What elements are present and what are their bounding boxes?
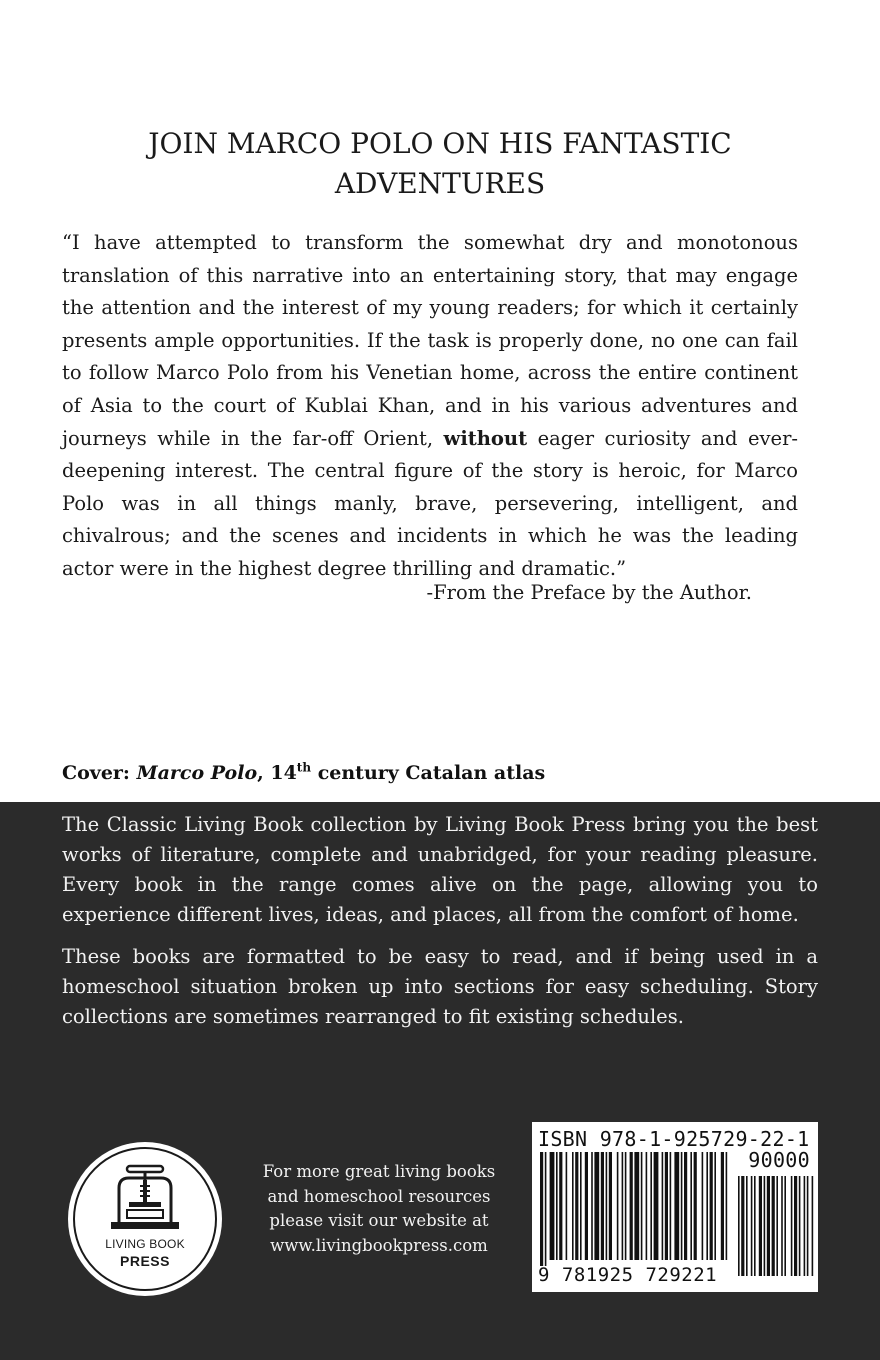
addon-bar bbox=[754, 1176, 756, 1276]
addon-bar bbox=[738, 1176, 740, 1276]
barcode-bar bbox=[662, 1152, 664, 1260]
barcode-bar bbox=[641, 1152, 643, 1260]
barcode-bar bbox=[706, 1152, 708, 1260]
quote-bold-word: without bbox=[443, 426, 528, 450]
barcode-bar bbox=[646, 1152, 648, 1260]
cover-credit-sep: , 14 bbox=[257, 762, 297, 784]
barcode-bar bbox=[684, 1152, 687, 1260]
barcode-bar bbox=[634, 1152, 639, 1260]
quote-attribution: -From the Preface by the Author. bbox=[426, 581, 752, 604]
addon-bar bbox=[751, 1176, 753, 1276]
barcode-bar bbox=[630, 1152, 633, 1260]
barcode-bar bbox=[545, 1152, 547, 1266]
cover-credit bbox=[62, 758, 545, 788]
logo-text-line-1: LIVING BOOK bbox=[105, 1237, 185, 1251]
addon-bar bbox=[772, 1176, 775, 1276]
barcode-bar bbox=[654, 1152, 659, 1260]
barcode-bar bbox=[601, 1152, 604, 1260]
barcode-bar bbox=[572, 1152, 574, 1260]
addon-bar bbox=[807, 1176, 809, 1276]
logo-text-line-2: PRESS bbox=[120, 1253, 170, 1269]
addon-bar bbox=[764, 1176, 766, 1276]
barcode-bar bbox=[674, 1152, 679, 1260]
barcode-bar bbox=[681, 1152, 683, 1260]
cover-credit-ordinal: th bbox=[296, 760, 312, 775]
cover-credit-title: Marco Polo bbox=[136, 762, 258, 784]
barcode-bar bbox=[665, 1152, 668, 1260]
quote-text-end: eager curiosity and ever-deepening interest. The central figure of the story is heroic, for Marco Polo was in all things manly, brave, persevering, intelligent, and chivalrous; and the scenes and incidents in which he was the leading actor were in the highest degree thrilling and dramatic.” bbox=[62, 426, 799, 580]
barcode-bar bbox=[710, 1152, 713, 1260]
addon-bar bbox=[767, 1176, 770, 1276]
website-promo bbox=[240, 1160, 518, 1258]
addon-bar bbox=[776, 1176, 778, 1276]
barcode-bar bbox=[690, 1152, 692, 1260]
quote-text-start: “I have attempted to transform the somewhat dry and monotonous translation of this narrative into an entertaining story, that may engage the attention and the interest of my young readers; for which it certainly presents ample opportunities. If the task is properly done, no one can fail to follow Marco Polo from his Venetian home, across the entire continent of Asia to the court of Kublai Khan, and in his various adventures and journeys while in the far-off Orient, bbox=[62, 231, 798, 450]
barcode-bar bbox=[566, 1152, 568, 1260]
barcode-bar bbox=[591, 1152, 593, 1260]
barcode-bar bbox=[721, 1152, 724, 1260]
barcode-bar bbox=[585, 1152, 588, 1260]
addon-bar bbox=[804, 1176, 806, 1276]
barcode-bar bbox=[622, 1152, 624, 1260]
addon-bar bbox=[781, 1176, 783, 1276]
preface-quote bbox=[62, 227, 798, 586]
book-press-icon bbox=[105, 1164, 185, 1236]
addon-bar bbox=[791, 1176, 793, 1276]
barcode-bar bbox=[702, 1152, 704, 1260]
barcode-bar bbox=[726, 1152, 728, 1260]
barcode-bar bbox=[550, 1152, 555, 1260]
publisher-logo bbox=[68, 1142, 222, 1296]
barcode-bar bbox=[625, 1152, 627, 1260]
barcode-bar bbox=[575, 1152, 578, 1260]
barcode-bar bbox=[650, 1152, 652, 1260]
addon-bar bbox=[759, 1176, 762, 1276]
cover-credit-label: Cover: bbox=[62, 762, 137, 784]
promo-line-2: and homeschool resources bbox=[267, 1186, 491, 1206]
promo-line-4: www.livingbookpress.com bbox=[270, 1235, 488, 1255]
addon-bar bbox=[746, 1176, 748, 1276]
cover-credit-rest: century Catalan atlas bbox=[311, 762, 546, 784]
promo-line-3: please visit our website at bbox=[269, 1211, 489, 1230]
headline: JOIN MARCO POLO ON HIS FANTASTIC ADVENTURES bbox=[148, 127, 732, 200]
isbn-barcode bbox=[532, 1122, 818, 1292]
series-blurb-paragraph-1: The Classic Living Book collection by Living Book Press bring you the best works of literature, complete and unabridged, for your reading pleasure. Every book in the range comes alive on the page, allowing you to experience different lives, ideas, and places, all from the comfort of home. bbox=[62, 813, 818, 926]
barcode-bar bbox=[594, 1152, 599, 1260]
barcode-bar bbox=[609, 1152, 612, 1260]
promo-line-1: For more great living books bbox=[262, 1162, 496, 1181]
addon-bar bbox=[741, 1176, 744, 1276]
barcode-bar bbox=[670, 1152, 672, 1260]
barcode-bar bbox=[714, 1152, 716, 1260]
series-blurb-paragraph-2: These books are formatted to be easy to read, and if being used in a homeschool situation broken up into sections for easy scheduling. Story collections are sometimes rearranged to fit existing schedules. bbox=[62, 945, 818, 1028]
addon-bar bbox=[784, 1176, 786, 1276]
price-code: 90000 bbox=[748, 1148, 810, 1172]
barcode-bar bbox=[559, 1152, 562, 1260]
barcode-bar bbox=[694, 1152, 697, 1260]
addon-bar bbox=[799, 1176, 801, 1276]
addon-bar bbox=[794, 1176, 797, 1276]
barcode-bar bbox=[606, 1152, 608, 1260]
barcode-bar bbox=[580, 1152, 582, 1260]
addon-bar bbox=[812, 1176, 814, 1276]
isbn-label: ISBN 978-1-925729-22-1 bbox=[538, 1127, 810, 1151]
barcode-bar bbox=[556, 1152, 558, 1260]
isbn-digits: 9 781925 729221 bbox=[538, 1264, 718, 1286]
barcode-bar bbox=[540, 1152, 543, 1266]
barcode-bar bbox=[617, 1152, 619, 1260]
